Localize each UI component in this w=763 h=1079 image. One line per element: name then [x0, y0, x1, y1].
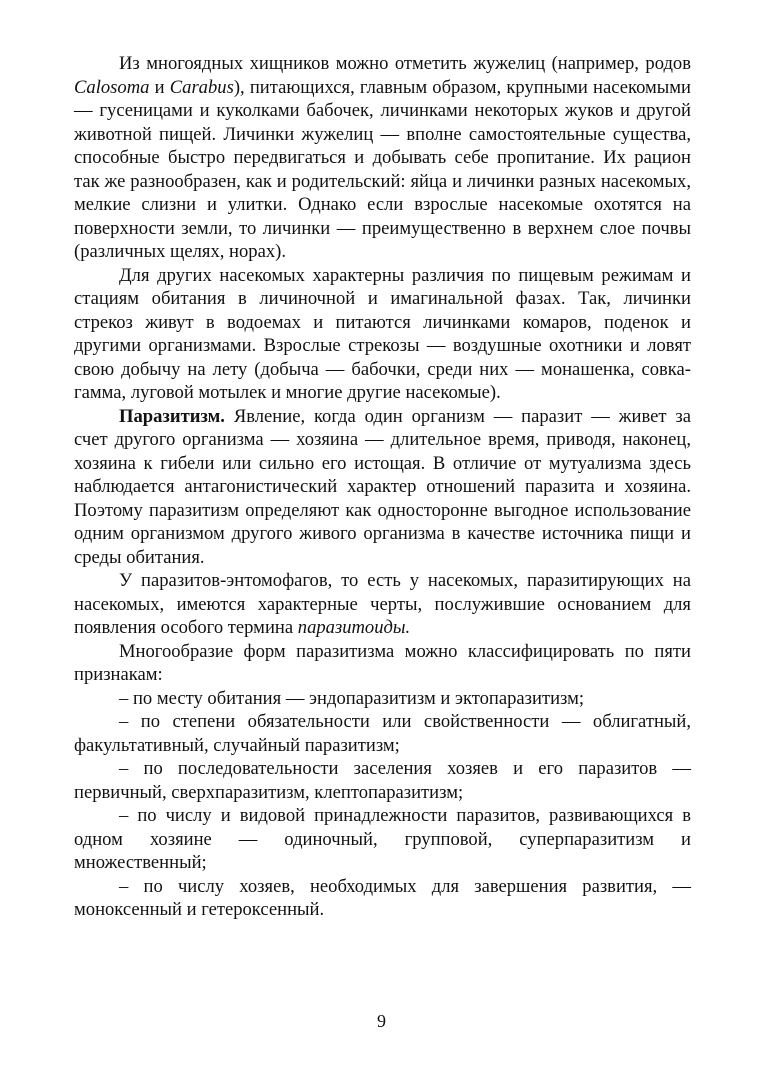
term-parasitoids: паразитоиды.: [297, 617, 411, 638]
page-number: 9: [377, 1011, 386, 1031]
genus-calosoma: Calosoma: [74, 76, 150, 98]
list-item: – по числу и видовой принадлежности паразитов, развивающихся в одном хозяине — одиночный, групповой, суперпаразитизм и множественный;: [74, 805, 691, 873]
text-segment: Из многоядных хищников можно отметить жужелиц (например, родов: [119, 53, 691, 74]
term-parasitism: Паразитизм.: [119, 405, 225, 427]
text-segment: ), питающихся, главным образом, крупными насекомыми — гусеницами и куколками бабочек, личинками некоторых жуков и другой животной пищей. Личинки жужелиц — вполне самостоятельные существа, способные быстро передвигаться и добывать себе пропитание. Их рацион так же разнообразен, как и родительский: яйца и личинки разных насекомых, мелкие слизни и улитки. Однако если взрослые насекомые охотятся на поверхности земли, то личинки — преимущественно в верхнем слое почвы (различных щелях, норах).: [74, 76, 691, 262]
paragraph-entomophages: [74, 569, 691, 640]
page-body: [74, 52, 691, 922]
list-item: – по числу хозяев, необходимых для завершения развития, — моноксенный и гетероксенный.: [74, 875, 691, 920]
paragraph-classification: Многообразие форм паразитизма можно классифицировать по пяти признакам:: [74, 640, 691, 685]
list-item: – по степени обязательности или свойственности — облигатный, факультативный, случайный паразитизм;: [74, 711, 691, 756]
genus-carabus: Carabus: [169, 76, 234, 98]
paragraph-parasitism: [74, 405, 691, 570]
list-item: – по последовательности заселения хозяев и его паразитов — первичный, сверхпаразитизм, клептопаразитизм;: [74, 758, 691, 803]
list-item: – по месту обитания — эндопаразитизм и эктопаразитизм;: [119, 687, 585, 709]
text-segment: и: [149, 76, 170, 98]
text-segment: Явление, когда один организм — паразит — живет за счет другого организма — хозяина — длительное время, приводя, наконец, хозяина к гибели или сильно его истощая. В отличие от мутуализма здесь наблюдается антагонистический характер отношений паразита и хозяина. Поэтому паразитизм определяют как односторонне выгодное использование одним организмом другого живого организма в качестве источника пищи и среды обитания.: [74, 405, 691, 568]
paragraph-predators: [74, 52, 691, 264]
text-segment: У паразитов-энтомофагов, то есть у насекомых, паразитирующих на насекомых, имеются характерные черты, послужившие основанием для появления особого термина: [74, 570, 691, 638]
paragraph-dragonflies: Для других насекомых характерны различия по пищевым режимам и стациям обитания в личиночной и имагинальной фазах. Так, личинки стрекоз живут в водоемах и питаются личинками комаров, поденок и другими организмами. Взрослые стрекозы — воздушные охотники и ловят свою добычу на лету (добыча — бабочки, среди них — монашенка, совка-гамма, луговой мотылек и многие другие насекомые).: [74, 264, 691, 403]
